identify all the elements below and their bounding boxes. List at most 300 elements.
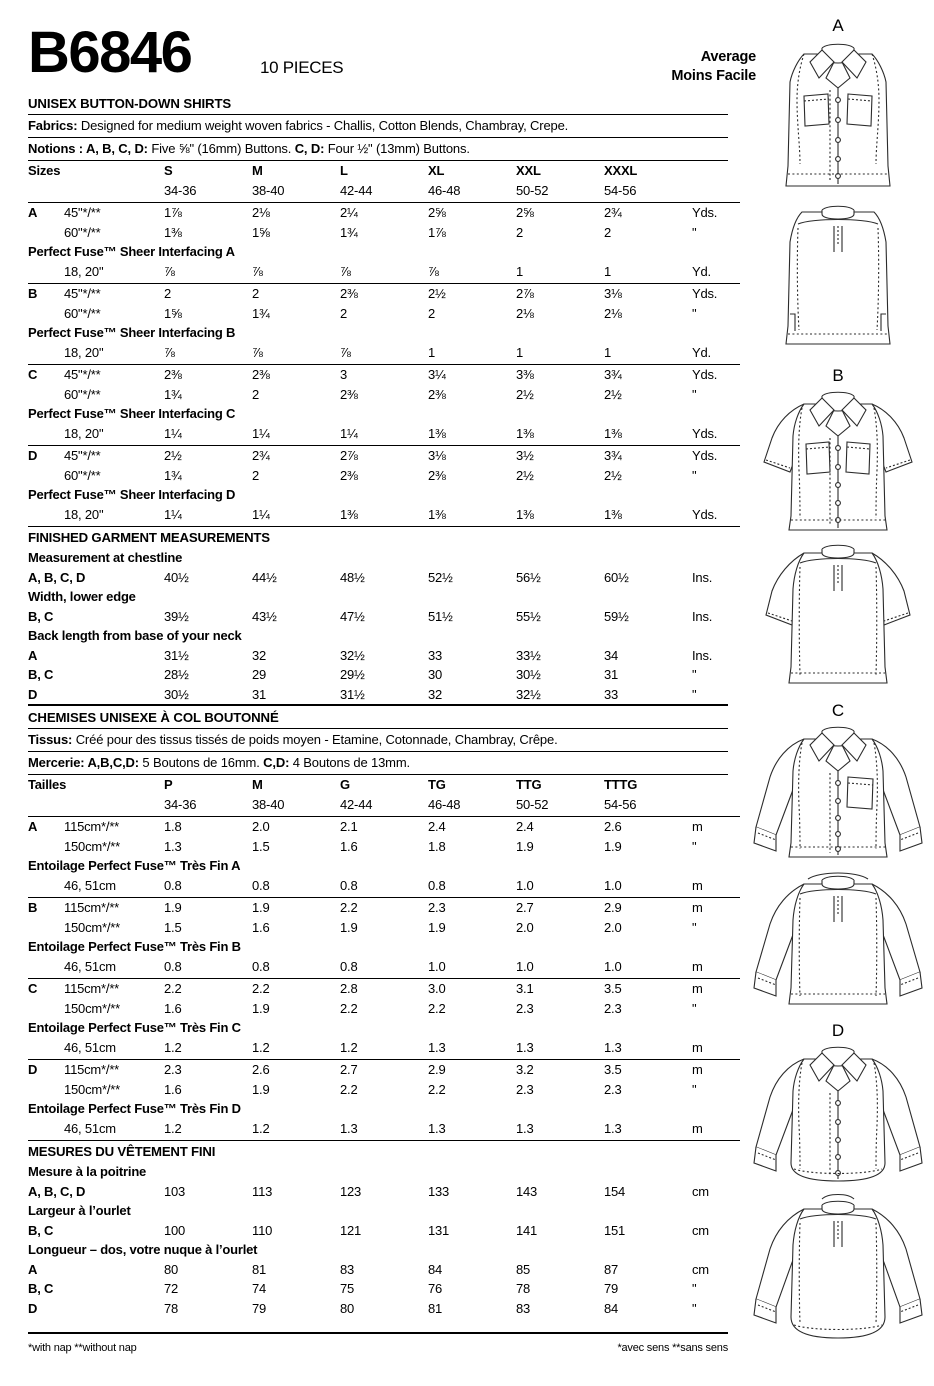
yardage-value: 1⅝: [164, 305, 182, 321]
yardage-value: 1.3: [604, 1120, 622, 1136]
illustration-view-a-back: [742, 196, 934, 361]
measurement-value: 52½: [428, 569, 453, 585]
fabric-width: 18, 20": [64, 263, 104, 279]
interfacing-section-header: [28, 856, 740, 876]
view-letter: [28, 466, 64, 486]
yardage-value: 1.3: [340, 1120, 358, 1136]
measurement-value: 32: [252, 647, 267, 663]
mercerie-views-2: C,D:: [263, 755, 290, 770]
view-letter: [28, 999, 64, 1019]
measurement-value: 79: [252, 1300, 267, 1316]
yardage-value: 1.9: [252, 1081, 270, 1097]
yardage-value: 0.8: [340, 877, 358, 893]
divider: [28, 704, 728, 706]
table-row: [28, 568, 740, 588]
yardage-value: 1¾: [164, 467, 182, 483]
view-letter: A, B, C, D: [28, 569, 86, 585]
french-fgm-table: [28, 1162, 740, 1318]
view-letter: [28, 1119, 64, 1139]
table-row: [28, 1038, 740, 1058]
unit-label: cm: [692, 1183, 709, 1199]
yardage-value: 1.3: [428, 1039, 446, 1055]
size-range: 38-40: [252, 182, 285, 198]
fabric-width: 45"*/**: [64, 448, 101, 463]
measurement-value: 31½: [340, 686, 365, 702]
yardage-value: 3.1: [516, 981, 534, 996]
table-row: [28, 284, 740, 304]
yardage-value: 2.4: [516, 819, 534, 834]
interfacing-section-header: [28, 404, 740, 424]
illustration-view-c-back: [742, 866, 934, 1026]
measurement-value: 31: [604, 667, 619, 682]
pieces-count: 10 PIECES: [260, 58, 344, 77]
size-range-row: [28, 181, 740, 201]
table-row: [28, 466, 740, 486]
table-row: [28, 957, 740, 977]
interfacing-section-header: [28, 323, 740, 343]
tissus-line: [28, 729, 728, 751]
unit-label: Ins.: [692, 569, 713, 585]
fabric-width: 150cm*/**: [64, 1000, 121, 1016]
size-name: TTG: [516, 777, 542, 792]
measurement-value: 51½: [428, 608, 453, 624]
table-row: [28, 304, 740, 324]
measurement-value: 80: [164, 1261, 179, 1277]
size-range: 54-56: [604, 796, 637, 812]
unit-label: ": [692, 686, 697, 702]
table-row: [28, 817, 740, 837]
notions-views-2: C, D:: [294, 141, 325, 156]
yardage-value: 2: [340, 305, 348, 321]
yardage-value: 1¾: [252, 305, 270, 321]
mercerie-views-1: A,B,C,D:: [84, 755, 139, 770]
unit-label: m: [692, 1120, 703, 1136]
measurement-value: 32½: [340, 647, 365, 663]
measurement-value: 30: [428, 667, 443, 682]
yardage-value: 2.9: [428, 1062, 446, 1077]
yardage-value: 1¼: [164, 506, 182, 522]
yardage-value: 1⅜: [428, 506, 446, 522]
measurement-value: 141: [516, 1222, 538, 1238]
yardage-value: 1⅝: [252, 224, 270, 240]
fabric-width: 115cm*/**: [64, 1062, 120, 1077]
unit-label: m: [692, 981, 703, 996]
table-row: [28, 385, 740, 405]
unit-label: Yd.: [692, 344, 711, 360]
table-row: [28, 203, 740, 223]
fabric-width: 60"*/**: [64, 467, 101, 483]
interfacing-section-header: [28, 1018, 740, 1038]
measurement-value: 31: [252, 686, 267, 702]
yardage-value: 1⅜: [516, 506, 534, 522]
notions-label: Notions :: [28, 141, 83, 156]
yardage-value: 1.3: [516, 1120, 534, 1136]
yardage-value: 1.3: [428, 1120, 446, 1136]
view-letter: [28, 918, 64, 938]
yardage-value: 2: [252, 386, 260, 402]
fabric-width: 18, 20": [64, 344, 104, 360]
yardage-value: 1.2: [252, 1120, 270, 1136]
view-letter: [28, 424, 64, 444]
fabric-width: 45"*/**: [64, 205, 101, 220]
size-name: M: [252, 777, 263, 792]
english-yardage-table: [28, 161, 740, 527]
measurement-value: 121: [340, 1222, 362, 1238]
size-name: XXL: [516, 163, 541, 178]
yardage-value: 2.3: [604, 1081, 622, 1097]
measurement-value: 48½: [340, 569, 365, 585]
yardage-value: 1.2: [252, 1039, 270, 1055]
view-letter: B, C: [28, 667, 54, 682]
view-letter: [28, 223, 64, 243]
unit-label: ": [692, 467, 697, 483]
measurement-value: 100: [164, 1222, 186, 1238]
yardage-value: 2: [604, 224, 612, 240]
yardage-value: ⅞: [428, 263, 439, 279]
yardage-value: 3⅜: [516, 367, 534, 382]
yardage-value: 2⅝: [428, 205, 446, 220]
yardage-value: 2.2: [164, 981, 182, 996]
sizes-label: Tailles: [28, 777, 67, 792]
yardage-value: 2: [428, 305, 436, 321]
yardage-value: 1⅜: [428, 425, 446, 441]
yardage-value: 3.5: [604, 981, 622, 996]
notions-text-1: Five ⅝" (16mm) Buttons.: [147, 141, 295, 156]
fabric-width: 150cm*/**: [64, 838, 121, 854]
unit-label: m: [692, 877, 703, 893]
yardage-value: 2¾: [604, 205, 622, 220]
interfacing-section-header: [28, 1099, 740, 1119]
yardage-value: 2: [252, 286, 260, 301]
table-row: [28, 424, 740, 444]
table-row: [28, 1299, 740, 1319]
measurement-value: 154: [604, 1183, 626, 1199]
size-range: 38-40: [252, 796, 285, 812]
yardage-value: 3.2: [516, 1062, 534, 1077]
measurement-value: 80: [340, 1300, 355, 1316]
footer: [28, 1341, 728, 1356]
illustration-view-c-front: [742, 701, 934, 881]
fabric-width: 115cm*/**: [64, 819, 120, 834]
yardage-value: 2⅞: [340, 448, 358, 463]
yardage-value: 1.9: [516, 838, 534, 854]
unit-label: Ins.: [692, 608, 713, 624]
unit-label: cm: [692, 1222, 709, 1238]
table-row: [28, 1221, 740, 1241]
size-name: L: [340, 163, 348, 178]
yardage-value: 2.2: [340, 900, 358, 915]
yardage-value: 1.8: [164, 819, 182, 834]
measurement-value: 113: [252, 1183, 273, 1199]
yardage-value: 1.0: [604, 958, 622, 974]
table-row: [28, 223, 740, 243]
yardage-value: 3.5: [604, 1062, 622, 1077]
view-letter: D: [28, 1062, 38, 1077]
size-header-row: [28, 161, 740, 181]
view-letter: D: [28, 1300, 38, 1316]
yardage-value: 1.3: [164, 838, 182, 854]
mercerie-line: [28, 752, 728, 774]
measurement-label: Measurement at chestline: [28, 550, 183, 565]
yardage-value: 2.4: [428, 819, 446, 834]
unit-label: ": [692, 838, 697, 854]
unit-label: ": [692, 1081, 697, 1097]
table-row: [28, 646, 740, 666]
measurement-group-header: [28, 548, 740, 568]
header: [28, 18, 756, 96]
view-letter: C: [28, 367, 38, 382]
interfacing-label: Entoilage Perfect Fuse™ Très Fin B: [28, 939, 241, 954]
yardage-value: ⅞: [252, 344, 263, 360]
unit-label: Yds.: [692, 367, 718, 382]
yardage-value: 1: [604, 263, 612, 279]
yardage-value: 1.2: [164, 1120, 182, 1136]
notions-text-2: Four ½" (13mm) Buttons.: [324, 141, 470, 156]
yardage-value: 1¼: [340, 425, 358, 441]
yardage-value: 1.9: [340, 919, 358, 935]
view-letter: B: [28, 900, 38, 915]
measurement-label: Mesure à la poitrine: [28, 1164, 147, 1179]
fabric-width: 150cm*/**: [64, 1081, 121, 1097]
interfacing-section-header: [28, 937, 740, 957]
table-row: [28, 1080, 740, 1100]
table-row: [28, 918, 740, 938]
yardage-value: 1.2: [164, 1039, 182, 1055]
illustration-view-a-front: [742, 16, 934, 196]
fabric-width: 150cm*/**: [64, 919, 121, 935]
table-row: [28, 505, 740, 525]
yardage-value: 2.0: [252, 819, 270, 834]
measurement-value: 32½: [516, 686, 541, 702]
yardage-value: 1⅜: [604, 425, 622, 441]
yardage-value: 1.5: [252, 838, 270, 854]
yardage-value: 2½: [604, 467, 622, 483]
yardage-value: 1.9: [252, 1000, 270, 1016]
yardage-value: 2½: [516, 386, 534, 402]
measurement-value: 40½: [164, 569, 189, 585]
view-letter: D: [28, 686, 38, 702]
footer-divider: [28, 1332, 728, 1334]
french-fgm-title: MESURES DU VÊTEMENT FINI: [28, 1144, 216, 1159]
tissus-label: Tissus:: [28, 732, 73, 747]
yardage-value: 1¾: [164, 386, 182, 402]
yardage-value: 1¼: [252, 506, 270, 522]
yardage-value: 2.3: [428, 900, 446, 915]
yardage-value: 2: [516, 224, 524, 240]
yardage-value: 2⅛: [252, 205, 270, 220]
table-row: [28, 1182, 740, 1202]
yardage-value: 0.8: [164, 958, 182, 974]
view-letter: [28, 837, 64, 857]
view-letter: [28, 957, 64, 977]
yardage-value: 1.0: [604, 877, 622, 893]
yardage-value: 2⅞: [516, 286, 534, 301]
yardage-value: 1.5: [164, 919, 182, 935]
yardage-value: 2½: [604, 386, 622, 402]
size-range: 54-56: [604, 182, 637, 198]
yardage-value: 2½: [164, 448, 182, 463]
fabric-width: 46, 51cm: [64, 1120, 116, 1136]
yardage-value: 2.2: [252, 981, 270, 996]
measurement-value: 79: [604, 1281, 619, 1296]
fabric-width: 115cm*/**: [64, 900, 120, 915]
view-letter: A, B, C, D: [28, 1183, 86, 1199]
french-title: CHEMISES UNISEXE À COL BOUTONNÉ: [28, 710, 279, 725]
yardage-value: 1.8: [428, 838, 446, 854]
english-fgm-table: [28, 548, 740, 704]
interfacing-label: Perfect Fuse™ Sheer Interfacing B: [28, 325, 236, 340]
yardage-value: 1.9: [604, 838, 622, 854]
unit-label: m: [692, 1062, 703, 1077]
yardage-value: 2.7: [516, 900, 534, 915]
yardage-value: 1.0: [428, 958, 446, 974]
illustration-view-d-front: [742, 1021, 934, 1201]
difficulty-block: [496, 48, 756, 86]
yardage-value: 1⅜: [516, 425, 534, 441]
measurement-group-header: [28, 1240, 740, 1260]
measurement-value: 123: [340, 1183, 362, 1199]
yardage-value: 2.8: [340, 981, 358, 996]
yardage-value: 3½: [516, 448, 534, 463]
fabric-width: 46, 51cm: [64, 958, 116, 974]
interfacing-label: Entoilage Perfect Fuse™ Très Fin A: [28, 858, 241, 873]
measurement-value: 84: [604, 1300, 619, 1316]
unit-label: m: [692, 958, 703, 974]
view-letter: [28, 1080, 64, 1100]
yardage-value: 2⅜: [428, 386, 446, 402]
view-letter: B, C: [28, 1222, 54, 1238]
unit-label: Ins.: [692, 647, 713, 663]
measurement-group-header: [28, 1201, 740, 1221]
yardage-value: 2¾: [252, 448, 270, 463]
yardage-value: 2⅜: [252, 367, 270, 382]
illustration-column: [742, 0, 934, 1386]
yardage-value: ⅞: [164, 344, 175, 360]
table-row: [28, 876, 740, 896]
interfacing-label: Perfect Fuse™ Sheer Interfacing D: [28, 487, 236, 502]
yardage-value: 2⅜: [340, 467, 358, 483]
measurement-value: 78: [164, 1300, 179, 1316]
yardage-value: 1.6: [252, 919, 270, 935]
measurement-value: 151: [604, 1222, 626, 1238]
interfacing-label: Perfect Fuse™ Sheer Interfacing C: [28, 406, 236, 421]
yardage-value: 3¼: [428, 367, 446, 382]
unit-label: m: [692, 1039, 703, 1055]
view-letter: A: [28, 205, 38, 220]
yardage-value: 0.8: [252, 958, 270, 974]
measurement-value: 55½: [516, 608, 541, 624]
measurement-value: 84: [428, 1261, 443, 1277]
yardage-value: 2.3: [164, 1062, 182, 1077]
yardage-value: ⅞: [340, 344, 351, 360]
yardage-value: 3¾: [604, 367, 622, 382]
table-row: [28, 979, 740, 999]
yardage-value: 1.0: [516, 877, 534, 893]
unit-label: ": [692, 386, 697, 402]
yardage-value: 1.2: [340, 1039, 358, 1055]
view-letter-d: D: [831, 1021, 845, 1040]
unit-label: ": [692, 1281, 697, 1296]
measurement-value: 83: [516, 1300, 531, 1316]
table-row: [28, 1060, 740, 1080]
view-letter: A: [28, 1261, 38, 1277]
unit-label: m: [692, 900, 703, 915]
interfacing-label: Entoilage Perfect Fuse™ Très Fin C: [28, 1020, 241, 1035]
size-name: TG: [428, 777, 446, 792]
illustration-view-d-back: [742, 1191, 934, 1356]
measurement-value: 34: [604, 647, 619, 663]
yardage-value: 2.7: [340, 1062, 358, 1077]
table-row: [28, 262, 740, 282]
yardage-value: 1⅜: [340, 506, 358, 522]
size-name: TTTG: [604, 777, 638, 792]
yardage-value: 1.3: [516, 1039, 534, 1055]
fabric-width: 46, 51cm: [64, 1039, 116, 1055]
mercerie-text-1: 5 Boutons de 16mm.: [138, 755, 264, 770]
measurement-value: 133: [428, 1183, 450, 1199]
unit-label: ": [692, 305, 697, 321]
yardage-value: 1.9: [164, 900, 182, 915]
yardage-value: 2½: [428, 286, 446, 301]
unit-label: Yds.: [692, 205, 718, 220]
yardage-value: 1.9: [428, 919, 446, 935]
yardage-value: ⅞: [340, 263, 351, 279]
yardage-value: 2.3: [604, 1000, 622, 1016]
yardage-value: 1⅞: [428, 224, 446, 240]
size-range: 46-48: [428, 796, 461, 812]
measurement-value: 75: [340, 1281, 355, 1296]
measurement-value: 72: [164, 1281, 179, 1296]
measurement-value: 59½: [604, 608, 629, 624]
view-letter-a: A: [832, 16, 844, 35]
yardage-value: 2.1: [340, 819, 358, 834]
view-letter: B, C: [28, 1281, 54, 1296]
measurement-value: 39½: [164, 608, 189, 624]
size-range: 50-52: [516, 182, 549, 198]
table-row: [28, 607, 740, 627]
yardage-value: 2.2: [340, 1081, 358, 1097]
measurement-label: Largeur à l’ourlet: [28, 1203, 131, 1218]
size-name: XL: [428, 163, 445, 178]
yardage-value: 2.6: [604, 819, 622, 834]
yardage-value: 2⅛: [604, 305, 622, 321]
unit-label: m: [692, 819, 703, 834]
yardage-value: 2.2: [428, 1081, 446, 1097]
yardage-value: 2.2: [340, 1000, 358, 1016]
table-row: [28, 446, 740, 466]
size-header-row: [28, 775, 740, 795]
tissus-text: Créé pour des tissus tissés de poids moyen - Etamine, Cotonnade, Chambray, Crêpe.: [72, 732, 558, 747]
view-letter: A: [28, 819, 38, 834]
yardage-value: 0.8: [428, 877, 446, 893]
yardage-value: 2⅜: [428, 467, 446, 483]
fabric-width: 46, 51cm: [64, 877, 116, 893]
english-title: UNISEX BUTTON-DOWN SHIRTS: [28, 96, 232, 111]
unit-label: ": [692, 919, 697, 935]
yardage-value: 3⅛: [604, 286, 622, 301]
measurement-value: 87: [604, 1261, 619, 1277]
measurement-value: 143: [516, 1183, 538, 1199]
size-range: 34-36: [164, 182, 197, 198]
view-letter-b: B: [832, 366, 844, 385]
measurement-value: 29: [252, 667, 267, 682]
yardage-value: 2⅝: [516, 205, 534, 220]
measurement-group-header: [28, 587, 740, 607]
difficulty-english: Average: [700, 49, 756, 65]
view-letter: A: [28, 647, 38, 663]
yardage-value: 1.6: [164, 1081, 182, 1097]
yardage-value: 2.3: [516, 1000, 534, 1016]
